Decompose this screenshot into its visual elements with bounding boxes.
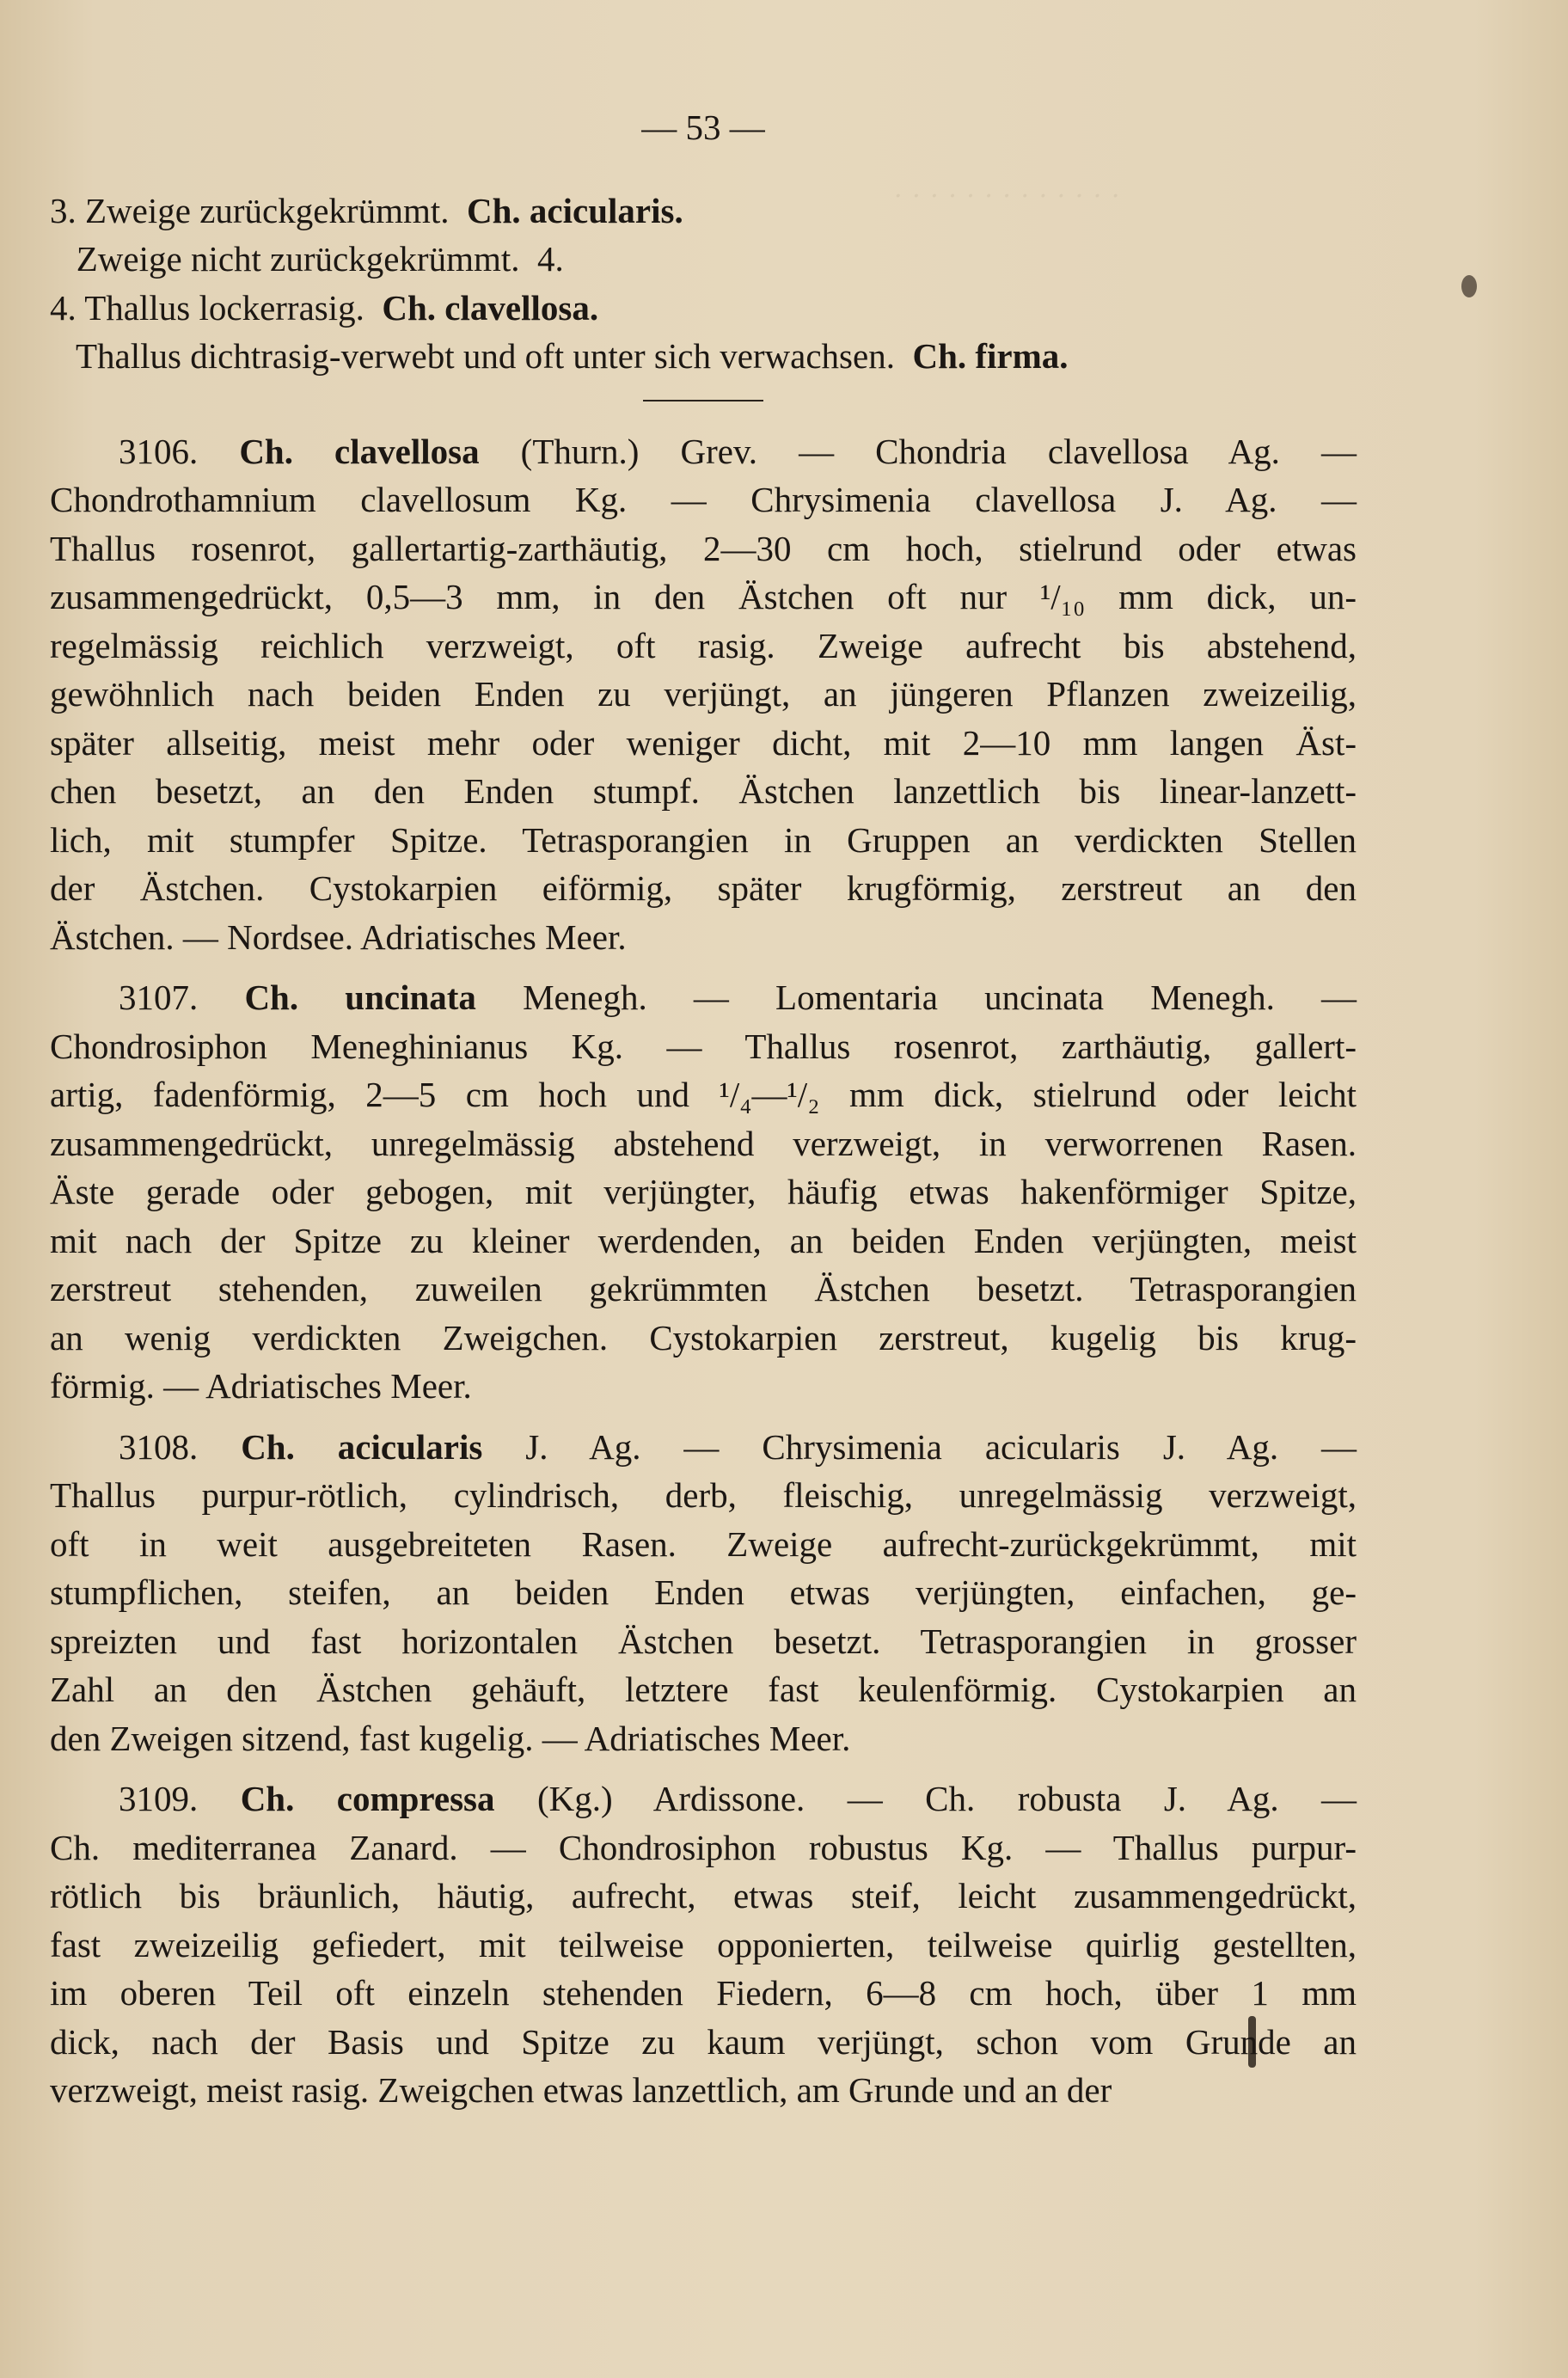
key-section — [50, 187, 1357, 381]
entry-line: an wenig verdickten Zweigchen. Cystokarpien zerstreut, kugelig bis krug- — [50, 1317, 1357, 1358]
key-taxon: Ch. firma. — [912, 336, 1069, 376]
entry-line: den Zweigen sitzend, fast kugelig. — Adriatisches Meer. — [50, 1718, 851, 1758]
entry-line: rötlich bis bräunlich, häutig, aufrecht, etwas steif, leicht zusammengedrückt, — [50, 1876, 1357, 1915]
key-line — [50, 284, 1357, 333]
entry-line: Chondrosiphon Meneghinianus Kg. — Thallus rosenrot, zarthäutig, gallert- — [50, 1026, 1357, 1066]
entry-line: spreizten und fast horizontalen Ästchen besetzt. Tetrasporangien in grosser — [50, 1621, 1357, 1661]
entry-line: oft in weit ausgebreiteten Rasen. Zweige aufrecht-zurückgekrümmt, mit — [50, 1523, 1357, 1564]
entry-line: förmig. — Adriatisches Meer. — [50, 1366, 472, 1406]
entry-line: artig, fadenförmig, 2—5 cm hoch und ¹/₄—¹/₂ mm dick, stielrund oder leicht — [50, 1075, 1357, 1114]
entry-line: Ästchen. — Nordsee. Adriatisches Meer. — [50, 916, 627, 957]
entry-line: 3108. Ch. acicularis J. Ag. — Chrysimenia acicularis J. Ag. — — [119, 1426, 1357, 1467]
entry-line: fast zweizeilig gefiedert, mit teilweise opponierten, teilweise quirlig gestellten, — [50, 1924, 1357, 1964]
entry-line: zerstreut stehenden, zuweilen gekrümmten Ästchen besetzt. Tetrasporangien — [50, 1269, 1357, 1309]
ink-spot — [1461, 275, 1477, 297]
key-line — [50, 332, 1357, 381]
entry-line: Thallus purpur-rötlich, cylindrisch, derb, fleischig, unregelmässig verzweigt, — [50, 1475, 1357, 1515]
key-text: Thallus dichtrasig-verwebt und oft unter sich verwachsen. — [50, 336, 913, 376]
entry-line: 3109. Ch. compressa (Kg.) Ardissone. — Ch. robusta J. Ag. — — [119, 1779, 1357, 1818]
species-name: Ch. compressa — [240, 1779, 495, 1818]
species-entry — [50, 973, 1357, 1411]
species-name: Ch. uncinata — [244, 978, 476, 1017]
entry-line: der Ästchen. Cystokarpien eiförmig, später krugförmig, zerstreut an den — [50, 868, 1357, 908]
entry-line: Ch. mediterranea Zanard. — Chondrosiphon robustus Kg. — Thallus purpur- — [50, 1827, 1357, 1867]
page-text — [50, 103, 1357, 2127]
entry-line: verzweigt, meist rasig. Zweigchen etwas lanzettlich, am Grunde und an der — [50, 2070, 1112, 2110]
entry-line: Thallus rosenrot, gallertartig-zarthäutig, 2—30 cm hoch, stielrund oder etwas — [50, 528, 1357, 568]
entry-line: chen besetzt, an den Enden stumpf. Ästchen lanzettlich bis linear-lanzett- — [50, 771, 1357, 811]
key-line — [50, 187, 1357, 236]
key-text: Zweige nicht zurückgekrümmt. 4. — [50, 239, 564, 279]
entry-line: gewöhnlich nach beiden Enden zu verjüngt, an jüngeren Pflanzen zweizeilig, — [50, 674, 1357, 714]
species-entries — [50, 427, 1357, 2127]
species-entry — [50, 1774, 1357, 2115]
section-divider — [643, 400, 763, 401]
key-taxon: Ch. acicularis. — [467, 190, 683, 230]
entry-line: Chondrothamnium clavellosum Kg. — Chrysimenia clavellosa J. Ag. — — [50, 480, 1357, 519]
show-through-text: · · · · · · · · · · · · · — [894, 181, 1121, 211]
page-number: — 53 — — [641, 107, 765, 147]
entry-line: zusammengedrückt, unregelmässig abstehend verzweigt, in verworrenen Rasen. — [50, 1123, 1357, 1163]
entry-line: dick, nach der Basis und Spitze zu kaum verjüngt, schon vom Grunde an — [50, 2021, 1357, 2062]
key-text: 3. Zweige zurückgekrümmt. — [50, 190, 468, 230]
entry-line: mit nach der Spitze zu kleiner werdenden, an beiden Enden verjüngten, meist — [50, 1220, 1357, 1260]
entry-line: 3106. Ch. clavellosa (Thurn.) Grev. — Chondria clavellosa Ag. — — [119, 431, 1357, 471]
entry-line: später allseitig, meist mehr oder weniger dicht, mit 2—10 mm langen Äst- — [50, 722, 1357, 763]
key-taxon: Ch. clavellosa. — [382, 287, 599, 328]
species-name: Ch. clavellosa — [239, 431, 480, 471]
species-entry — [50, 427, 1357, 962]
entry-line: 3107. Ch. uncinata Menegh. — Lomentaria uncinata Menegh. — — [119, 978, 1357, 1017]
entry-line: Äste gerade oder gebogen, mit verjüngter, häufig etwas hakenförmiger Spitze, — [50, 1172, 1357, 1211]
key-line — [50, 235, 1357, 284]
entry-line: regelmässig reichlich verzweigt, oft rasig. Zweige aufrecht bis abstehend, — [50, 625, 1357, 665]
key-text: 4. Thallus lockerrasig. — [50, 287, 383, 328]
species-entry — [50, 1423, 1357, 1763]
entry-line: lich, mit stumpfer Spitze. Tetrasporangien in Gruppen an verdickten Stellen — [50, 819, 1357, 860]
species-name: Ch. acicularis — [241, 1426, 483, 1467]
entry-line: zusammengedrückt, 0,5—3 mm, in den Ästchen oft nur ¹/₁₀ mm dick, un- — [50, 577, 1357, 616]
entry-line: Zahl an den Ästchen gehäuft, letztere fast keulenförmig. Cystokarpien an — [50, 1670, 1357, 1709]
entry-line: stumpflichen, steifen, an beiden Enden etwas verjüngten, einfachen, ge- — [50, 1572, 1357, 1612]
entry-line: im oberen Teil oft einzeln stehenden Fiedern, 6—8 cm hoch, über 1 mm — [50, 1973, 1357, 2013]
